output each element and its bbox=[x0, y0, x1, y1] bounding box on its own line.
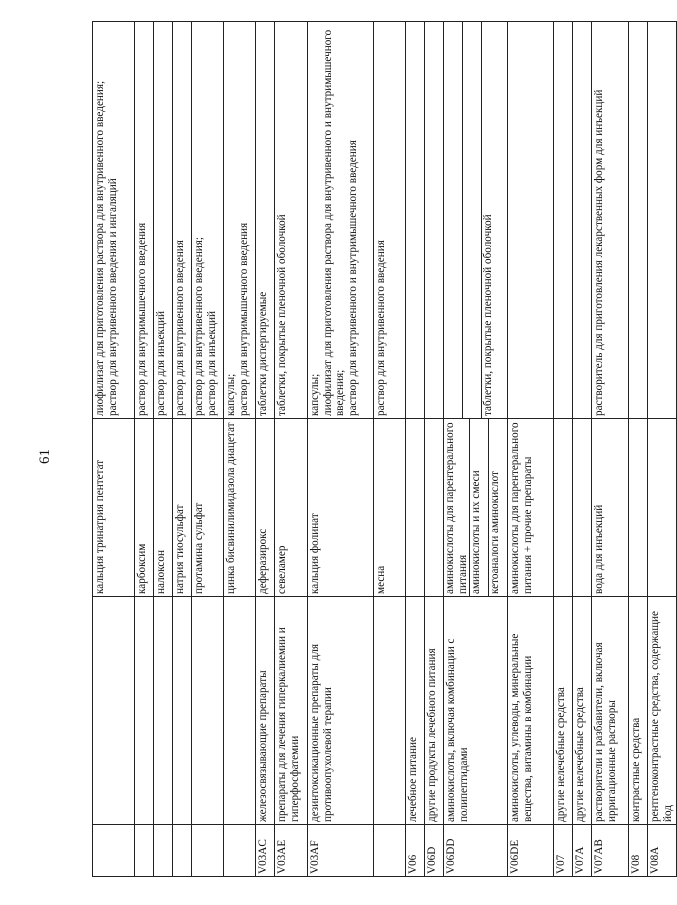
form-item: таблетки, покрытые пленочной оболочкой bbox=[481, 22, 500, 418]
group-cell: другие продукты лечебного питания bbox=[425, 597, 444, 825]
atc-code-cell: V07AB bbox=[592, 825, 629, 877]
table-row bbox=[275, 22, 308, 877]
table-row bbox=[554, 22, 573, 877]
drug-table-body bbox=[93, 22, 677, 877]
group-cell: другие нелечебные средства bbox=[573, 597, 592, 825]
forms-cell bbox=[425, 22, 444, 419]
atc-code-cell: V03AC bbox=[256, 825, 275, 877]
table-row bbox=[93, 22, 135, 877]
group-cell: препараты для лечения гиперкалиемии и гиперфосфатемии bbox=[275, 597, 308, 825]
forms-cell bbox=[592, 22, 629, 419]
substance-cell: кальция фолинат bbox=[308, 419, 374, 597]
forms-cell bbox=[374, 22, 406, 419]
atc-code-cell bbox=[154, 825, 173, 877]
substance-cell bbox=[406, 419, 425, 597]
group-cell bbox=[93, 597, 135, 825]
atc-code-cell: V07 bbox=[554, 825, 573, 877]
form-item: растворитель для приготовления лекарственных форм для инъекций bbox=[593, 89, 606, 416]
group-cell bbox=[224, 597, 256, 825]
forms-cell bbox=[444, 22, 508, 419]
drug-table bbox=[92, 21, 677, 877]
atc-code-cell: V06DD bbox=[444, 825, 508, 877]
form-item bbox=[462, 22, 481, 418]
table-row bbox=[308, 22, 374, 877]
substance-cell: налоксон bbox=[154, 419, 173, 597]
substance-cell bbox=[444, 419, 508, 597]
atc-code-cell: V06DE bbox=[508, 825, 554, 877]
group-cell: растворители и разбавители, включая ирригационные растворы bbox=[592, 597, 629, 825]
substance-cell: кальция тринатрия пентетат bbox=[93, 419, 135, 597]
substance-cell bbox=[629, 419, 648, 597]
atc-code-cell: V07A bbox=[573, 825, 592, 877]
substance-cell: протамина сульфат bbox=[192, 419, 224, 597]
group-cell bbox=[192, 597, 224, 825]
substance-cell: вода для инъекций bbox=[592, 419, 629, 597]
group-cell: рентгеноконтрастные средства, содержащие йод bbox=[648, 597, 676, 825]
substance-cell: деферазирокс bbox=[256, 419, 275, 597]
page-number: 61 bbox=[37, 449, 53, 464]
atc-code-cell: V03AE bbox=[275, 825, 308, 877]
forms-cell bbox=[135, 22, 154, 419]
atc-code-cell bbox=[192, 825, 224, 877]
form-item: раствор для внутривенного введения; bbox=[193, 237, 205, 416]
group-cell bbox=[135, 597, 154, 825]
forms-cell bbox=[173, 22, 192, 419]
atc-code-cell: V03AF bbox=[308, 825, 374, 877]
form-item: раствор для инъекций bbox=[205, 311, 218, 416]
table-row bbox=[173, 22, 192, 877]
form-item: раствор для внутривенного введения bbox=[375, 240, 387, 416]
form-item: раствор для внутривенного введения и ингаляций bbox=[106, 178, 119, 416]
table-row bbox=[224, 22, 256, 877]
forms-cell bbox=[192, 22, 224, 419]
substance-item: аминокислоты и их смеси bbox=[469, 419, 488, 596]
group-cell: аминокислоты, углеводы, минеральные вещества, витамины в комбинации bbox=[508, 597, 554, 825]
form-item: раствор для внутривенного введения bbox=[174, 240, 186, 416]
form-item: раствор для внутривенного и внутримышечного введения bbox=[346, 140, 359, 416]
atc-code-cell: V08 bbox=[629, 825, 648, 877]
atc-code-cell bbox=[224, 825, 256, 877]
group-cell: дезинтоксикационные препараты для противоопухолевой терапии bbox=[308, 597, 374, 825]
table-row bbox=[508, 22, 554, 877]
group-cell bbox=[154, 597, 173, 825]
atc-code-cell bbox=[173, 825, 192, 877]
forms-cell bbox=[406, 22, 425, 419]
form-item: лиофилизат для приготовления раствора для внутривенного и внутримышечного введения; bbox=[321, 29, 347, 416]
form-item bbox=[444, 22, 462, 418]
table-row bbox=[374, 22, 406, 877]
forms-cell bbox=[308, 22, 374, 419]
table-row bbox=[192, 22, 224, 877]
group-cell bbox=[173, 597, 192, 825]
atc-code-cell: V08A bbox=[648, 825, 676, 877]
table-row bbox=[648, 22, 676, 877]
atc-code-cell: V06D bbox=[425, 825, 444, 877]
forms-cell bbox=[648, 22, 676, 419]
forms-cell bbox=[554, 22, 573, 419]
substance-cell: севеламер bbox=[275, 419, 308, 597]
substance-cell bbox=[573, 419, 592, 597]
substance-cell bbox=[554, 419, 573, 597]
form-item: капсулы; bbox=[225, 373, 237, 416]
form-item: таблетки диспергируемые bbox=[257, 291, 269, 416]
forms-cell bbox=[93, 22, 135, 419]
table-row bbox=[629, 22, 648, 877]
group-cell: другие нелечебные средства bbox=[554, 597, 573, 825]
forms-cell bbox=[629, 22, 648, 419]
table-row bbox=[256, 22, 275, 877]
forms-cell bbox=[508, 22, 554, 419]
substance-cell bbox=[425, 419, 444, 597]
form-item: лиофилизат для приготовления раствора для внутривенного введения; bbox=[94, 80, 106, 416]
group-cell: лечебное питание bbox=[406, 597, 425, 825]
substance-cell: карбоксим bbox=[135, 419, 154, 597]
form-item: раствор для внутримышечного введения bbox=[237, 222, 250, 416]
group-cell: аминокислоты, включая комбинации с полипептидами bbox=[444, 597, 508, 825]
substance-cell bbox=[648, 419, 676, 597]
substance-cell: натрия тиосульфат bbox=[173, 419, 192, 597]
table-row bbox=[406, 22, 425, 877]
form-item: раствор для внутримышечного введения bbox=[136, 222, 148, 416]
drug-table-wrapper bbox=[92, 22, 674, 877]
forms-cell bbox=[154, 22, 173, 419]
group-cell: контрастные средства bbox=[629, 597, 648, 825]
form-item: капсулы; bbox=[309, 373, 321, 416]
forms-cell bbox=[224, 22, 256, 419]
substance-item: кетоаналоги аминокислот bbox=[488, 419, 507, 596]
table-row bbox=[573, 22, 592, 877]
forms-cell bbox=[275, 22, 308, 419]
atc-code-cell bbox=[374, 825, 406, 877]
table-row bbox=[425, 22, 444, 877]
group-cell: железосвязывающие препараты bbox=[256, 597, 275, 825]
group-cell bbox=[374, 597, 406, 825]
table-row bbox=[592, 22, 629, 877]
atc-code-cell bbox=[93, 825, 135, 877]
table-row bbox=[154, 22, 173, 877]
substance-item: аминокислоты для парентерального питания bbox=[444, 422, 469, 594]
forms-cell bbox=[573, 22, 592, 419]
substance-cell: цинка бисвинилимидазола диацетат bbox=[224, 419, 256, 597]
table-row bbox=[444, 22, 508, 877]
form-item: таблетки, покрытые пленочной оболочкой bbox=[276, 214, 288, 416]
atc-code-cell: V06 bbox=[406, 825, 425, 877]
substance-cell: месна bbox=[374, 419, 406, 597]
substance-cell: аминокислоты для парентерального питания + прочие препараты bbox=[508, 419, 554, 597]
atc-code-cell bbox=[135, 825, 154, 877]
form-item: раствор для инъекций bbox=[155, 311, 167, 416]
forms-cell bbox=[256, 22, 275, 419]
table-row bbox=[135, 22, 154, 877]
